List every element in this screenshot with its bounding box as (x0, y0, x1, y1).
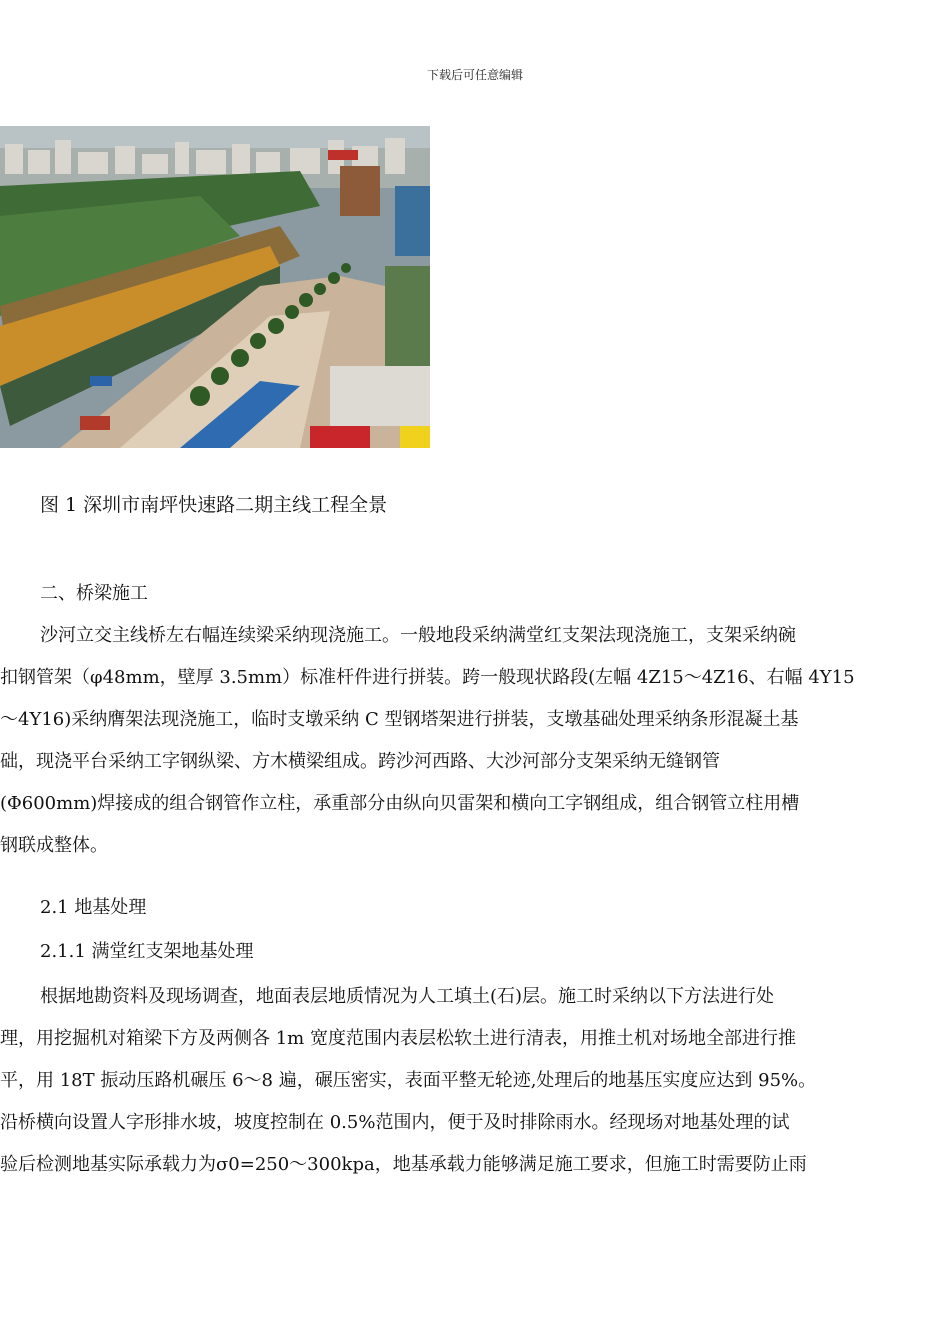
paragraph-line: (Φ600mm)焊接成的组合钢管作立柱，承重部分由纵向贝雷架和横向工字钢组成，组合钢管立柱用槽 (0, 793, 800, 814)
paragraph-line: 沙河立交主线桥左右幅连续梁采纳现浇施工。一般地段采纳满堂红支架法现浇施工，支架采纳碗 (40, 625, 796, 646)
paragraph-line: 沿桥横向设置人字形排水坡，坡度控制在 0.5%范围内，便于及时排除雨水。经现场对地基处理的试 (0, 1112, 790, 1133)
section-heading-text: 二、桥梁施工 (40, 583, 148, 604)
construction-panorama-photo (0, 126, 430, 448)
paragraph-line: 础，现浇平台采纳工字钢纵梁、方木横梁组成。跨沙河西路、大沙河部分支架采纳无缝钢管 (0, 751, 720, 772)
paragraph-foundation-treatment (0, 976, 946, 1186)
subsection-heading-text: 2.1 地基处理 (40, 897, 147, 918)
section-heading (0, 573, 946, 615)
paragraph-line: 根据地勘资料及现场调查，地面表层地质情况为人工填土(石)层。施工时采纳以下方法进行处 (40, 986, 775, 1007)
paragraph-line: 平，用 18T 振动压路机碾压 6～8 遍，碾压密实，表面平整无轮迹,处理后的地基压实度应达到 95%。 (0, 1070, 817, 1091)
page-header-note: 下载后可任意编辑 (426, 68, 523, 82)
subsubsection-heading (0, 931, 946, 973)
subsection-heading (0, 887, 946, 929)
figure-caption: 图 1 深圳市南坪快速路二期主线工程全景 (40, 494, 388, 516)
paragraph-line: 理，用挖掘机对箱梁下方及两侧各 1m 宽度范围内表层松软土进行清表，用推土机对场地全部进行推 (0, 1028, 796, 1049)
paragraph-line: 验后检测地基实际承载力为σ0=250～300kpa，地基承载力能够满足施工要求，但施工时需要防止雨 (0, 1154, 807, 1175)
subsubsection-heading-text: 2.1.1 满堂红支架地基处理 (40, 941, 254, 962)
paragraph-line: 钢联成整体。 (0, 835, 108, 856)
paragraph-line: ～4Y16)采纳膺架法现浇施工，临时支墩采纳 C 型钢塔架进行拼装，支墩基础处理采纳条形混凝土基 (0, 709, 799, 730)
paragraph-bridge-construction (0, 615, 946, 867)
paragraph-line: 扣钢管架（φ48mm，壁厚 3.5mm）标准杆件进行拼装。跨一般现状路段(左幅 4Z15～4Z16、右幅 4Y15 (0, 667, 855, 688)
